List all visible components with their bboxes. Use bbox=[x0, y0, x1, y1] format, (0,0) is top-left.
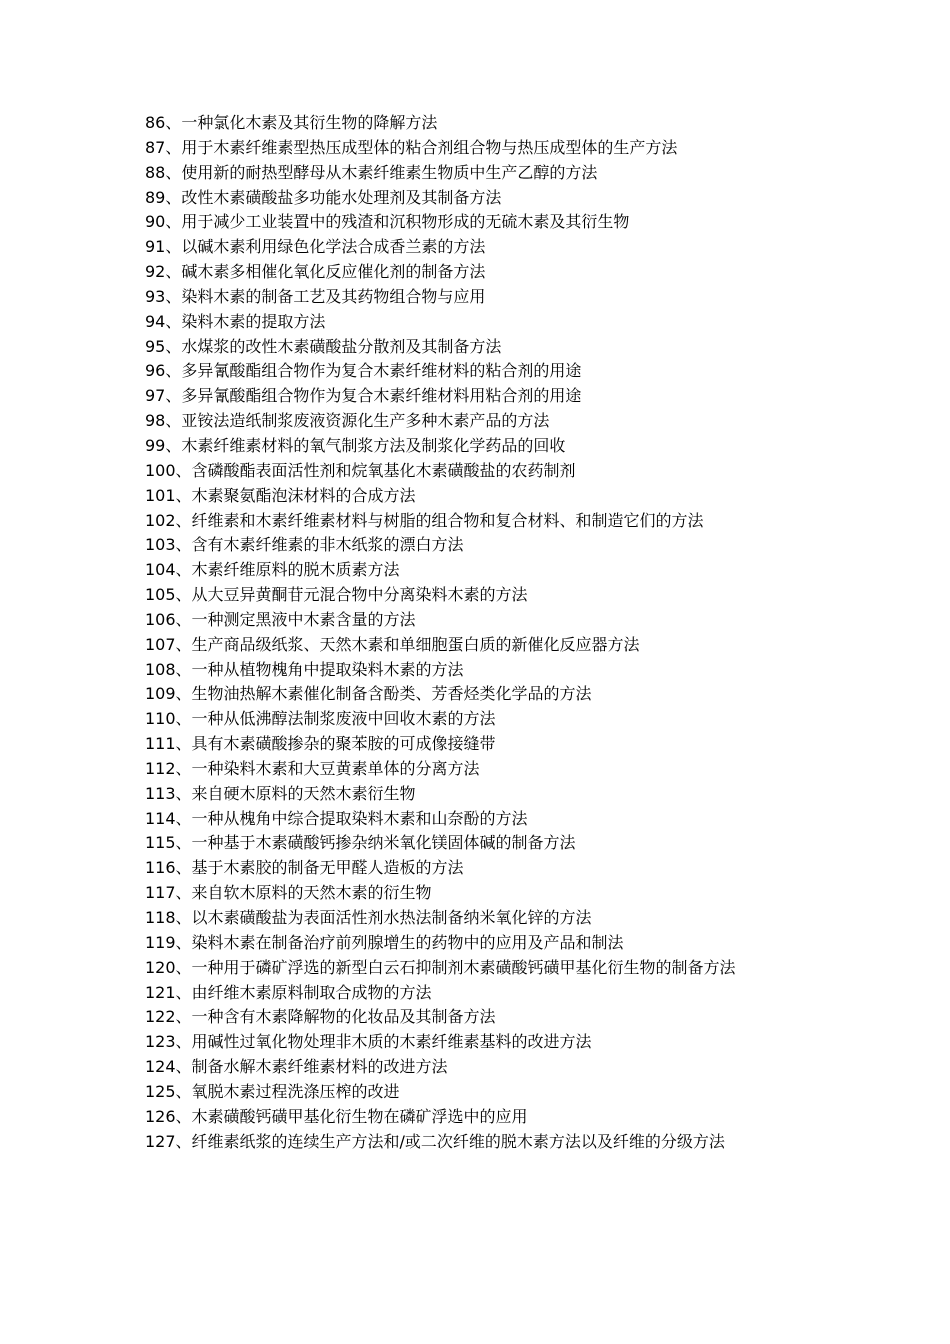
list-item: 101、木素聚氨酯泡沫材料的合成方法 bbox=[145, 485, 416, 505]
list-item: 104、木素纤维原料的脱木质素方法 bbox=[145, 560, 400, 580]
list-item: 97、多异氰酸酯组合物作为复合木素纤维材料用粘合剂的用途 bbox=[145, 386, 582, 406]
list-item: 90、用于减少工业装置中的残渣和沉积物形成的无硫木素及其衍生物 bbox=[145, 212, 630, 232]
list-item: 119、染料木素在制备治疗前列腺增生的药物中的应用及产品和制法 bbox=[145, 932, 624, 952]
list-item: 86、一种氯化木素及其衍生物的降解方法 bbox=[145, 113, 438, 132]
list-item: 107、生产商品级纸浆、天然木素和单细胞蛋白质的新催化反应器方法 bbox=[145, 634, 640, 654]
list-item: 102、纤维素和木素纤维素材料与树脂的组合物和复合材料、和制造它们的方法 bbox=[145, 510, 704, 530]
list-item: 114、一种从槐角中综合提取染料木素和山奈酚的方法 bbox=[145, 808, 528, 828]
list-item: 113、来自硬木原料的天然木素衍生物 bbox=[145, 783, 416, 803]
list-item: 111、具有木素磺酸掺杂的聚苯胺的可成像接缝带 bbox=[145, 734, 496, 754]
document-page bbox=[145, 111, 817, 1154]
list-item: 112、一种染料木素和大豆黄素单体的分离方法 bbox=[145, 758, 480, 778]
list-item: 91、以碱木素利用绿色化学法合成香兰素的方法 bbox=[145, 237, 486, 257]
list-item: 117、来自软木原料的天然木素的衍生物 bbox=[145, 883, 432, 903]
list-item: 96、多异氰酸酯组合物作为复合木素纤维材料的粘合剂的用途 bbox=[145, 361, 582, 381]
list-item: 108、一种从植物槐角中提取染料木素的方法 bbox=[145, 659, 464, 679]
list-item: 88、使用新的耐热型酵母从木素纤维素生物质中生产乙醇的方法 bbox=[145, 162, 598, 182]
list-item: 106、一种测定黑液中木素含量的方法 bbox=[145, 609, 416, 629]
list-item: 98、亚铵法造纸制浆废液资源化生产多种木素产品的方法 bbox=[145, 411, 550, 431]
list-item: 124、制备水解木素纤维素材料的改进方法 bbox=[145, 1057, 448, 1077]
list-item: 116、基于木素胶的制备无甲醛人造板的方法 bbox=[145, 858, 464, 878]
list-item: 120、一种用于磷矿浮选的新型白云石抑制剂木素磺酸钙磺甲基化衍生物的制备方法 bbox=[145, 957, 736, 977]
list-item: 95、水煤浆的改性木素磺酸盐分散剂及其制备方法 bbox=[145, 336, 502, 356]
list-item: 126、木素磺酸钙磺甲基化衍生物在磷矿浮选中的应用 bbox=[145, 1106, 528, 1126]
list-item: 125、氧脱木素过程洗涤压榨的改进 bbox=[145, 1081, 400, 1101]
list-item: 118、以木素磺酸盐为表面活性剂水热法制备纳米氧化锌的方法 bbox=[145, 908, 592, 927]
list-item: 122、一种含有木素降解物的化妆品及其制备方法 bbox=[145, 1007, 496, 1027]
list-item: 99、木素纤维素材料的氧气制浆方法及制浆化学药品的回收 bbox=[145, 435, 566, 455]
list-item: 103、含有木素纤维素的非木纸浆的漂白方法 bbox=[145, 535, 464, 555]
list-item: 109、生物油热解木素催化制备含酚类、芳香烃类化学品的方法 bbox=[145, 684, 592, 704]
list-item: 87、用于木素纤维素型热压成型体的粘合剂组合物与热压成型体的生产方法 bbox=[145, 137, 678, 157]
list-item: 121、由纤维木素原料制取合成物的方法 bbox=[145, 982, 432, 1002]
list-item: 123、用碱性过氧化物处理非木质的木素纤维素基料的改进方法 bbox=[145, 1032, 592, 1052]
list-item: 110、一种从低沸醇法制浆废液中回收木素的方法 bbox=[145, 709, 496, 729]
list-item: 93、染料木素的制备工艺及其药物组合物与应用 bbox=[145, 286, 486, 306]
list-item: 100、含磷酸酯表面活性剂和烷氧基化木素磺酸盐的农药制剂 bbox=[145, 460, 576, 480]
list-item: 105、从大豆异黄酮苷元混合物中分离染料木素的方法 bbox=[145, 585, 528, 605]
list-item: 92、碱木素多相催化氧化反应催化剂的制备方法 bbox=[145, 262, 486, 282]
list-item: 89、改性木素磺酸盐多功能水处理剂及其制备方法 bbox=[145, 187, 502, 207]
list-item: 94、染料木素的提取方法 bbox=[145, 311, 326, 331]
list-item: 115、一种基于木素磺酸钙掺杂纳米氧化镁固体碱的制备方法 bbox=[145, 833, 576, 853]
list-item: 127、纤维素纸浆的连续生产方法和/或二次纤维的脱木素方法以及纤维的分级方法 bbox=[145, 1131, 725, 1151]
